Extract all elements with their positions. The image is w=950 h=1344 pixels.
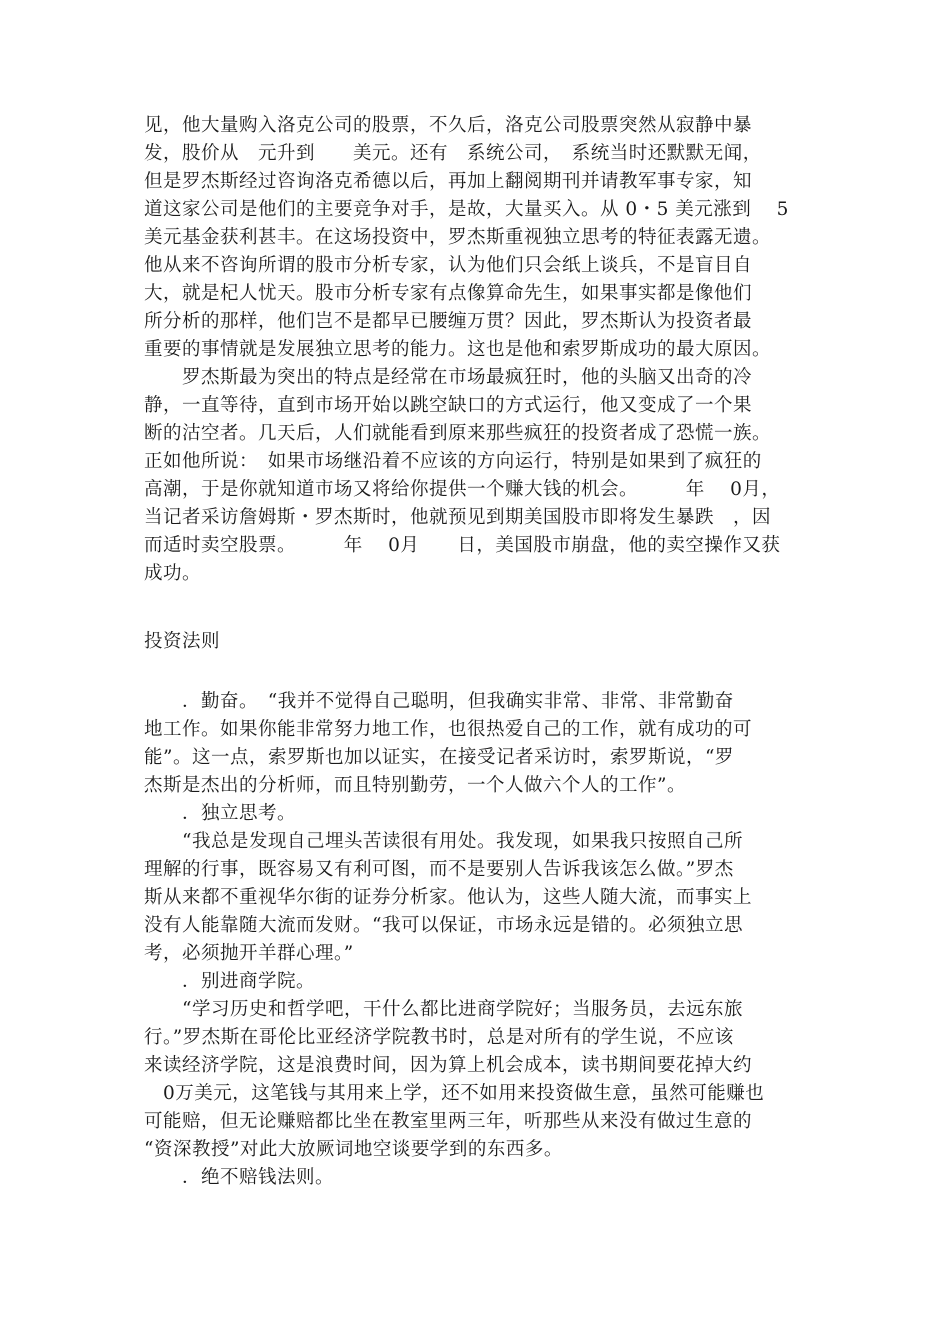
text-line: 没有人能靠随大流而发财。“我可以保证，市场永远是错的。必须独立思 — [144, 915, 743, 936]
text-line: 美元基金获利甚丰。在这场投资中，罗杰斯重视独立思考的特征表露无遗。 — [144, 227, 772, 248]
text-line: 当记者采访詹姆斯・罗杰斯时，他就预见到期美国股市即将发生暴跌 ，因 — [144, 507, 772, 528]
text-line: 成功。 — [144, 563, 202, 584]
text-line: 他从来不咨询所谓的股市分析专家，认为他们只会纸上谈兵，不是盲目自 — [144, 255, 753, 276]
text-line: “学习历史和哲学吧，干什么都比进商学院好；当服务员，去远东旅 — [144, 999, 743, 1020]
text-line: 地工作。如果你能非常努力地工作，也很热爱自己的工作，就有成功的可 — [144, 719, 753, 740]
text-line: 道这家公司是他们的主要竞争对手，是故，大量买入。从 0・5 美元涨到 5 — [144, 199, 789, 220]
text-line: 0万美元，这笔钱与其用来上学，还不如用来投资做生意，虽然可能赚也 — [144, 1083, 765, 1104]
text-line: 高潮，于是你就知道市场又将给你提供一个赚大钱的机会。 年 0月， — [144, 479, 781, 500]
text-line: 杰斯是杰出的分析师，而且特别勤劳，一个人做六个人的工作”。 — [144, 775, 686, 796]
text-line: 斯从来都不重视华尔街的证券分析家。他认为，这些人随大流，而事实上 — [144, 887, 753, 908]
text-line: 理解的行事，既容易又有利可图，而不是要别人告诉我该怎么做。”罗杰 — [144, 859, 734, 880]
text-line: 能”。这一点，索罗斯也加以证实，在接受记者采访时，索罗斯说，“罗 — [144, 747, 734, 768]
text-line: ．独立思考。 — [144, 803, 297, 824]
text-line — [144, 592, 824, 620]
text-line: 来读经济学院，这是浪费时间，因为算上机会成本，读书期间要花掉大约 — [144, 1055, 753, 1076]
text-line: “我总是发现自己埋头苦读很有用处。我发现，如果我只按照自己所 — [144, 831, 743, 852]
text-line: ．别进商学院。 — [144, 971, 316, 992]
text-line: 见，他大量购入洛克公司的股票，不久后，洛克公司股票突然从寂静中暴 — [144, 115, 753, 136]
text-line: 所分析的那样，他们岂不是都早已腰缠万贯？因此，罗杰斯认为投资者最 — [144, 311, 753, 332]
text-line: 重要的事情就是发展独立思考的能力。这也是他和索罗斯成功的最大原因。 — [144, 339, 772, 360]
text-line: ．勤奋。 “我并不觉得自己聪明，但我确实非常、非常、非常勤奋 — [144, 691, 734, 712]
text-line: 行。”罗杰斯在哥伦比亚经济学院教书时，总是对所有的学生说，不应该 — [144, 1027, 734, 1048]
text-line: 发，股价从 元升到 美元。还有 系统公司， 系统当时还默默无闻， — [144, 143, 762, 164]
text-line: 正如他所说： 如果市场继沿着不应该的方向运行，特别是如果到了疯狂的 — [144, 451, 762, 472]
text-line: 但是罗杰斯经过咨询洛克希德以后，再加上翻阅期刊并请教军事专家，知 — [144, 171, 753, 192]
text-line — [144, 660, 824, 688]
text-line: 而适时卖空股票。 年 0月 日，美国股市崩盘，他的卖空操作又获 — [144, 535, 781, 556]
text-line: ．绝不赔钱法则。 — [144, 1167, 335, 1188]
text-line: 考，必须抛开羊群心理。” — [144, 943, 354, 964]
text-line: 罗杰斯最为突出的特点是经常在市场最疯狂时，他的头脑又出奇的冷 — [144, 367, 753, 388]
text-line: 大，就是杞人忧天。股市分析专家有点像算命先生，如果事实都是像他们 — [144, 283, 753, 304]
section-heading: 投资法则 — [144, 631, 221, 652]
text-line: 可能赔，但无论赚赔都比坐在教室里两三年，听那些从来没有做过生意的 — [144, 1111, 753, 1132]
text-line: “资深教授”对此大放厥词地空谈要学到的东西多。 — [144, 1139, 563, 1160]
text-line: 静，一直等待，直到市场开始以跳空缺口的方式运行，他又变成了一个果 — [144, 395, 753, 416]
text-line: 断的沽空者。几天后，人们就能看到原来那些疯狂的投资者成了恐慌一族。 — [144, 423, 772, 444]
